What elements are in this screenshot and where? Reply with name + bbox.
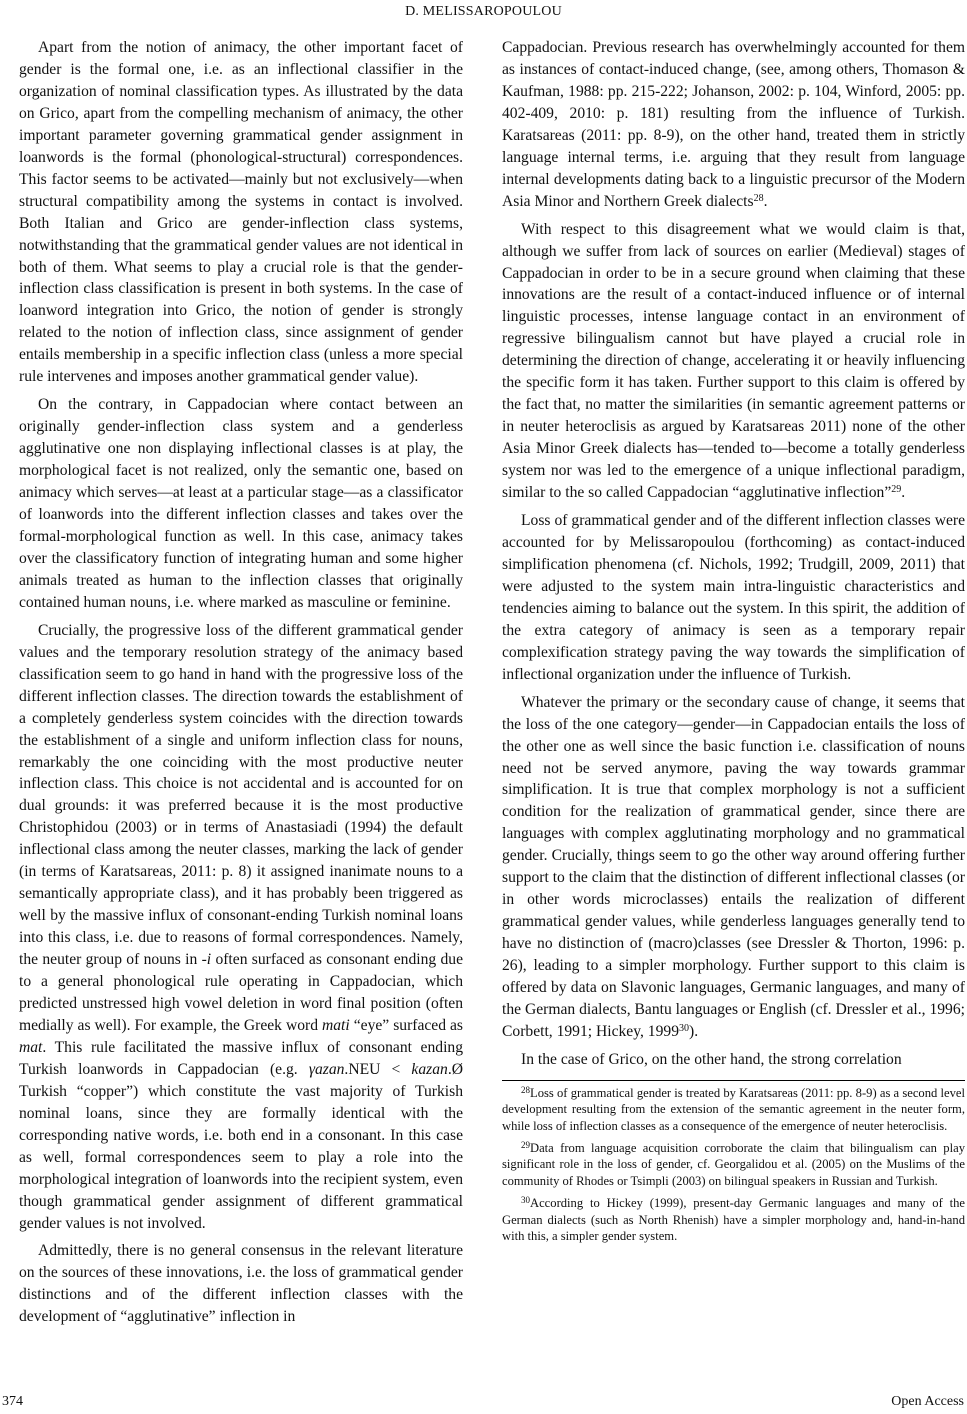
body-paragraph: [19, 1240, 463, 1328]
paragraph-text: . This rule facilitated the massive influx of consonant ending Turkish loanwords in Cappadocian (e.g.: [19, 1038, 463, 1078]
italic-term: mat: [19, 1038, 43, 1056]
footnote-reference[interactable]: 29: [891, 484, 902, 496]
footnote-reference[interactable]: 28: [753, 192, 764, 204]
paragraph-text: ).: [689, 1022, 699, 1040]
body-paragraph: [19, 620, 463, 1235]
paragraph-text: Crucially, the progressive loss of the different grammatical gender values and the temporary resolution strategy of the animacy based classification seem to go hand in hand with the progressive loss of the different inflection classes. The direction towards the establishment of a completely genderless system coincides with the direction towards the establishment of a single and uniform inflection class for nouns, remarkably the one coinciding with the most productive neuter inflection class. This choice is not accidental and is accounted for on dual grounds: it was preferred because it is the most productive Christophidou (2003) or in terms of Anastasiadi (1994) the default inflectional class among the neuter classes, marking the lack of gender (in terms of Karatsareas, 2011: p. 8) it assigned inanimate nouns to a semantically appropriate class), and it has probably been triggered as well by the massive influx of consonant-ending Turkish nominal loans into this class, i.e. due to reasons of formal correspondences. Namely, the neuter group of nouns in: [19, 621, 463, 969]
paragraph-text: Apart from the notion of animacy, the other important facet of gender is the formal one, i.e. as an inflectional classifier in the organization of nominal classification types. As illustrated by the data on Grico, apart from the compelling mechanism of animacy, the other important parameter governing grammatical gender assignment in loanwords is the formal (phonological-structural) correspondences. This factor seems to be activated—mainly but not exclusively—when structural compatibility among the systems in contact is involved. Both Italian and Grico are gender-inflection class systems, notwithstanding that the grammatical gender values are not identical in both of them. What seems to play a crucial role is that the gender-inflection class classification is present in both systems. In the case of loanword integration into Grico, the notion of gender is strongly related to the notion of inflection class, since assignment of gender entails membership in a specific inflection class (unless a more special rule intervenes and imposes another grammatical gender value).: [19, 39, 463, 386]
footnote: [502, 1140, 965, 1189]
paragraph-text: often surfaced as consonant ending due to a general phonological rule operating in Cappadocian, which predicted unstressed high vowel deletion in word final position (often medially as well). For example, the Greek word: [19, 951, 463, 1034]
italic-term: -i: [201, 951, 212, 969]
paragraph-text: With respect to this disagreement what we would claim is that, although we suffer from lack of sources on earlier (Medieval) stages of Cappadocian in order to be in a secure ground when claiming that these innovations are the result of a contact-induced influence or of internal linguistic processes, intense language contact in an environment of regressive bilingualism cannot but have played a crucial role in determining the direction of change, accelerating it or heavily influencing the specific form it has taken. Further support to this claim is offered by the fact that, no matter the similarities (in semantic agreement patterns or in neuter heteroclisis as argued by Karatsareas 2011) none of the other Asia Minor Greek dialects has—tended to—become a totally genderless system nor was led to the emergence of a unique inflectional paradigm, similar to the so called Cappadocian “agglutinative inflection”: [502, 220, 965, 502]
left-column: [19, 37, 463, 1334]
italic-term: mati: [322, 1016, 350, 1034]
italic-term: kazan: [411, 1060, 448, 1078]
paragraph-text: .: [763, 192, 768, 210]
running-head: D. MELISSAROPOULOU: [405, 4, 562, 19]
footnote-text: Loss of grammatical gender is treated by Karatsareas (2011: pp. 8-9) as a second level development resulting from the extension of the semantic agreement in the neuter form, while loss of inflection classes as a consequence of the emergence of neuter heteroclisis.: [502, 1085, 965, 1133]
footnote-text: According to Hickey (1999), present-day Germanic languages and many of the German dialects (such as North Rhenish) have a simpler morphology and, hand-in-hand with this, a simpler gender system.: [502, 1196, 965, 1244]
paragraph-text: “eye” surfaced as: [349, 1016, 463, 1034]
paragraph-text: Loss of grammatical gender and of the different inflection classes were accounted for by Melissaropoulou (forthcoming) as contact-induced simplification phenomena (cf. Nichols, 1992; Trudgill, 2009, 2011) that were adjusted to the system main intra-linguistic characteristics and tendencies aiming to balance out the system. In this spirit, the addition of the extra category of animacy is seen as a temporary repair complexification strategy paving the way towards the simplification of inflectional organization under the influence of Turkish.: [502, 512, 965, 683]
body-paragraph: [502, 1049, 965, 1071]
footnote-text: Data from language acquisition corroborate the claim that bilingualism can play significant role in the loss of gender, cf. Georgalidou et al. (2005) on the Muslims of the community of Rhodes or Tsimpli (2003) on bilingual speakers in Russian and Turkish.: [502, 1141, 965, 1188]
body-paragraph: [502, 510, 965, 686]
footnote: [502, 1085, 965, 1134]
paragraph-text: .Ø Turkish “copper”) which constitute the vast majority of Turkish nominal loans, since they are formally identical with the corresponding native words, i.e. both end in a consonant. In this case as well, formal correspondences seem to play a role into the morphological integration of loanwords into the recipient system, even though grammatical gender assignment of different grammatical gender values is not involved.: [19, 1060, 463, 1232]
footnote-number: 28: [521, 1084, 530, 1095]
footnote-number: 29: [521, 1140, 530, 1151]
footnote-reference[interactable]: 30: [679, 1022, 689, 1034]
paragraph-text: In the case of Grico, on the other hand, the strong correlation: [521, 1050, 902, 1068]
journal-label: Open Access: [891, 1394, 964, 1409]
paragraph-text: .: [901, 484, 906, 502]
body-paragraph: [19, 394, 463, 614]
italic-term: γazan: [308, 1060, 345, 1078]
body-paragraph: [502, 37, 965, 213]
right-column: [502, 37, 965, 1251]
paragraph-text: Admittedly, there is no general consensus in the relevant literature on the sources of these innovations, i.e. the loss of grammatical gender distinctions and of the different inflection classes with the development of “agglutinative” inflection in: [19, 1242, 463, 1326]
page-number: 374: [2, 1394, 23, 1409]
body-paragraph: [19, 37, 463, 388]
paragraph-text: Whatever the primary or the secondary cause of change, it seems that the loss of the one category—gender—in Cappadocian entails the loss of the other one as well since the basic function i.e. classification of nouns need not be served anymore, paving the way towards grammar simplification. It is true that complex morphology is not a sufficient condition for the realization of grammatical gender, since there are languages with complex agglutinating morphology and no grammatical gender. Crucially, things seem to go the other way around offering further support to the claim that the distinction of different inflectional classes (or in other words microclasses) entails the realization of different grammatical gender values, while genderless languages generally tend to have no distinction of (macro)classes (see Dressler & Thorton, 1996: p. 26), leading to a simpler morphology. Further support to this claim is offered by data on Slavonic languages, Germanic languages, and many of the German dialects, Bantu languages or English (cf. Dressler et al., 1996; Corbett, 1991; Hickey, 1999: [502, 693, 965, 1040]
paragraph-text: .NEU <: [344, 1060, 412, 1078]
paragraph-text: On the contrary, in Cappadocian where contact between an originally gender-inflection class system and a genderless agglutinative one non displaying inflectional classes is at play, the morphological facet is not realized, only the semantic one, based on animacy which serves—at least at a particular stage—as a classificator of loanwords into the different inflection classes and takes over the formal-morphological function as well. In this case, animacy takes over the classificatory function of integrating human and some higher animals treated as human to the inflection classes that originally contained human nouns, i.e. where marked as masculine or feminine.: [19, 396, 463, 611]
footnote: [502, 1195, 965, 1244]
body-paragraph: [502, 692, 965, 1043]
footnote-divider: [502, 1080, 965, 1081]
paragraph-text: Cappadocian. Previous research has overwhelmingly accounted for them as instances of contact-induced change, (see, among others, Thomason & Kaufman, 1988: pp. 215-222; Johanson, 2002: p. 104, Winford, 2005: pp. 402-409, 2010: p. 181) resulting from the influence of Turkish. Karatsareas (2011: pp. 8-9), on the other hand, treated them in strictly language internal terms, i.e. arguing that they result from language internal developments dating back to a linguistic precursor of the Modern Asia Minor and Northern Greek dialects: [502, 39, 965, 210]
body-paragraph: [502, 219, 965, 504]
footnote-number: 30: [521, 1195, 530, 1206]
footnotes: [502, 1085, 965, 1245]
